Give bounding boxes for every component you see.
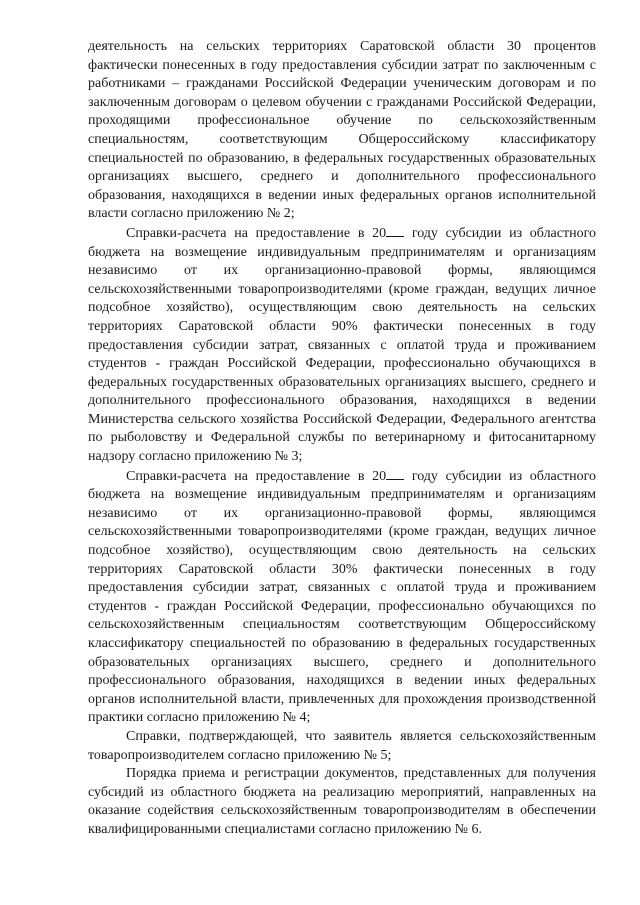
paragraph-3 [88,467,596,728]
year-blank [386,467,404,480]
paragraph-5: Порядка приема и регистрации документов, представленных для получения субсидий из областного бюджета на реализацию мероприятий, направленных на оказание содействия сельскохозяйственным товаропроизводителям в обеспечении квалифицированными специалистами согласно приложению № 6. [88,766,596,837]
paragraph-3-rest: году субсидии из областного бюджета на возмещение индивидуальным предпринимателям и организациям независимо от их организационно-правовой формы, являющимся сельскохозяйственными товаропроизводителями (кроме граждан, ведущих личное подсобное хозяйство), осуществляющим свою деятельность на сельских территориях Саратовской области 30% фактически понесенных в году предоставления субсидии затрат, связанных с оплатой труда и проживанием студентов - граждан Российской Федерации, профессионально обучающихся по сельскохозяйственным специальностям соответствующим Общероссийскому классификатору специальностей по образованию в федеральных государственных образовательных организациях высшего, среднего и дополнительного профессионального образования, находящихся в ведении иных федеральных органов исполнительной власти, привлеченных для прохождения производственной практики согласно приложению № 4; [88,468,596,726]
year-blank [386,224,404,237]
paragraph-2 [88,224,596,467]
paragraph-2-rest: году субсидии из областного бюджета на возмещение индивидуальным предпринимателям и организациям независимо от их организационно-правовой формы, являющимся сельскохозяйственными товаропроизводителями (кроме граждан, ведущих личное подсобное хозяйство), осуществляющим свою деятельность на сельских территориях Саратовской области 90% фактически понесенных в году предоставления субсидии затрат, связанных с оплатой труда и проживанием студентов - граждан Российской Федерации, профессионально обучающихся в федеральных государственных образовательных организациях высшего, среднего и дополнительного профессионального образования, находящихся в ведении Министерства сельского хозяйства Российской Федерации, Федерального агентства по рыболовству и Федеральной службы по ветеринарному и фитосанитарному надзору согласно приложению № 3; [88,225,596,465]
paragraph-2-start: Справки-расчета на предоставление в 20 [126,225,387,241]
paragraph-4: Справки, подтверждающей, что заявитель является сельскохозяйственным товаропроизводителем согласно приложению № 5; [88,728,596,763]
paragraph-3-start: Справки-расчета на предоставление в 20 [126,468,387,484]
paragraph-1: деятельность на сельских территориях Саратовской области 30 процентов фактически понесенных в году предоставления субсидии затрат по заключенным с работниками – гражданами Российской Федерации ученическим договорам и по заключенным договорам о целевом обучении с гражданами Российской Федерации, проходящими профессиональное обучение по сельскохозяйственным специальностям, соответствующим Общероссийскому классификатору специальностей по образованию, в федеральных государственных образовательных организациях высшего, среднего и дополнительного профессионального образования, находящихся в ведении иных федеральных органов исполнительной власти согласно приложению № 2; [88,39,596,222]
document-page [88,38,596,840]
